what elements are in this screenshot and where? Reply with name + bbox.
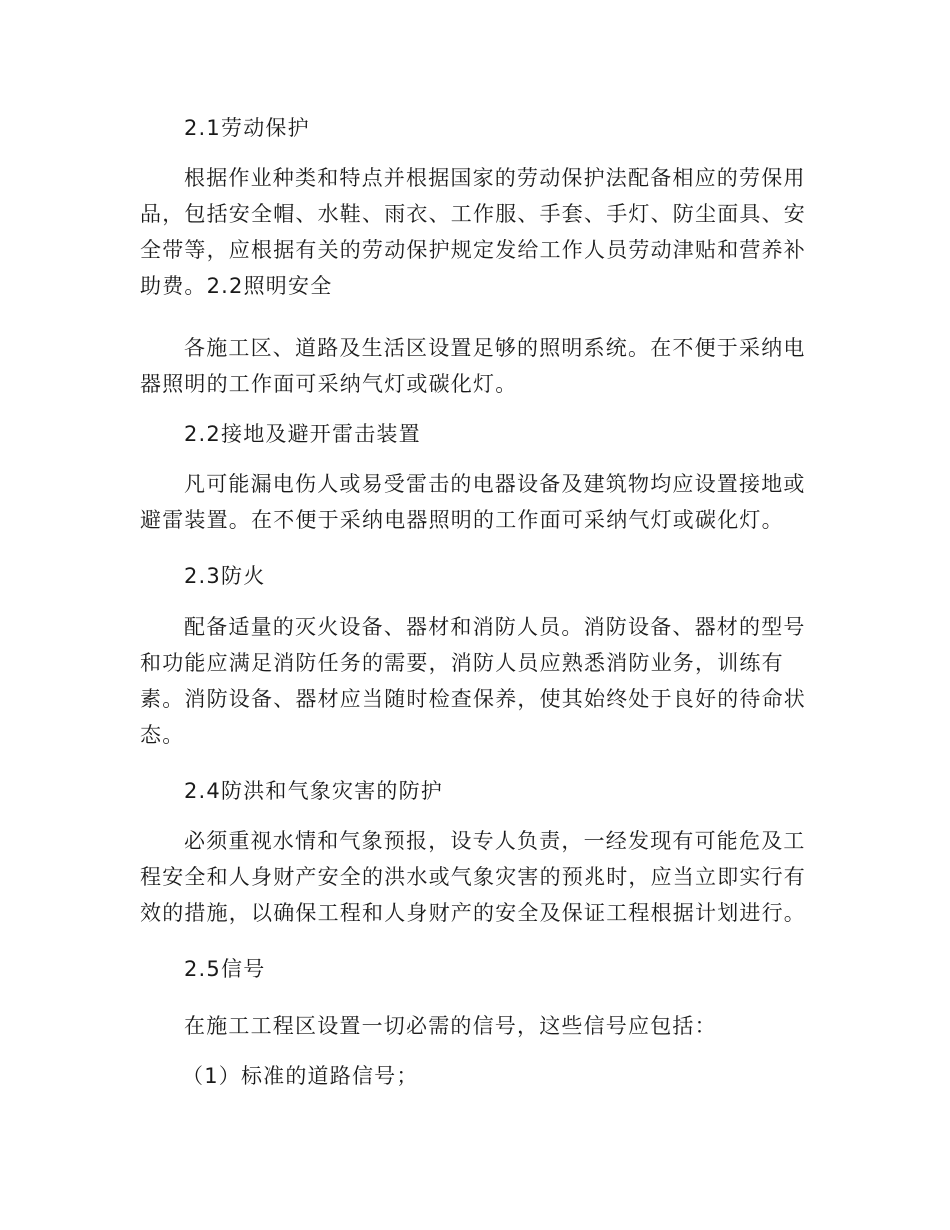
paragraph-lighting: 各施工区、道路及生活区设置足够的照明系统。在不便于采纳电器照明的工作面可采纳气灯或碳化灯。	[140, 336, 806, 396]
section-heading-2-4: 2.4防洪和气象灾害的防护	[184, 779, 443, 803]
list-item-road-signals: （1）标准的道路信号；	[182, 1064, 419, 1088]
paragraph-labor-protection: 根据作业种类和特点并根据国家的劳动保护法配备相应的劳保用品，包括安全帽、水鞋、雨衣、工作服、手套、手灯、防尘面具、安全带等，应根据有关的劳动保护规定发给工作人员劳动津贴和营养补助费。2.2照明安全	[140, 166, 806, 298]
section-heading-2-1: 2.1劳动保护	[184, 116, 310, 140]
section-heading-2-3: 2.3防火	[184, 564, 266, 588]
paragraph-grounding: 凡可能漏电伤人或易受雷击的电器设备及建筑物均应设置接地或避雷装置。在不便于采纳电器照明的工作面可采纳气灯或碳化灯。	[140, 472, 806, 532]
section-heading-2-2: 2.2接地及避开雷击装置	[184, 422, 421, 446]
paragraph-flood-protection: 必须重视水情和气象预报，设专人负责，一经发现有可能危及工程安全和人身财产安全的洪水或气象灾害的预兆时，应当立即实行有效的措施，以确保工程和人身财产的安全及保证工程根据计划进行。	[140, 829, 806, 925]
section-heading-2-5: 2.5信号	[184, 957, 266, 981]
paragraph-signals: 在施工工程区设置一切必需的信号，这些信号应包括：	[184, 1014, 717, 1038]
paragraph-fire-prevention: 配备适量的灭火设备、器材和消防人员。消防设备、器材的型号和功能应满足消防任务的需要，消防人员应熟悉消防业务，训练有素。消防设备、器材应当随时检查保养，使其始终处于良好的待命状态。	[140, 615, 806, 747]
